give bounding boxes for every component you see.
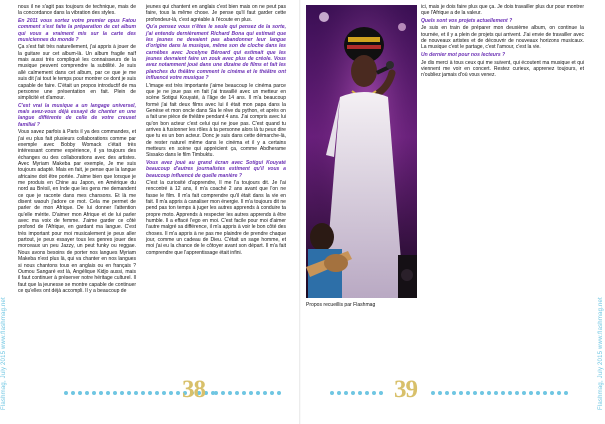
interview-question: Quels sont vos projets actuellement ? (421, 17, 513, 24)
right-column-under-photo (306, 302, 418, 310)
right-column (421, 4, 584, 80)
decorative-dots (330, 388, 383, 398)
interview-question: En 2011 vous sortez votre premier opus Fatou comment s'est faite la préparation de cet album qui vous a vraiment mis sur la carte des musiciennes du monde ? (18, 17, 136, 43)
decorative-dots (431, 388, 568, 398)
left-column-2 (146, 4, 286, 257)
page-number-left: 38 (182, 376, 205, 403)
interview-question: Un dernier mot pour nos lecteurs ? (421, 51, 506, 58)
left-column-1 (18, 4, 136, 295)
singer-photo-illustration (306, 5, 417, 298)
page-gutter (299, 0, 301, 424)
paragraph: Propos recueillis par Flashmag (306, 302, 376, 308)
paragraph: jeunes qui chantent en anglais c'est bien mais on ne peut pas faire, tous la même chose. Je pense qu'il faut garder cette profondeur-là, c'est agréable à l'écoute en plus. (146, 4, 286, 23)
concert-photo (306, 5, 417, 298)
paragraph: ici, mais je dois faire plus que ça. Je dois travailler plus dur pour montrer que l'Afrique a de la valeur. (421, 4, 584, 17)
paragraph: Vous savez parfois à Paris il ya des commandes, et j'ai eu plus fait plusieurs collaborations comme par exemple avec Bobby Womack c'était très intéressant comme expérience, il ya toujours des échanges ou des collaborations avec des artistes. Avec Myriam Makeba par exemple, Je me suis toujours adapté. Mais en fait, je pense que la langue africaine doit être portée. J'aime bien que lorsque je me produis en Chine au Japon, en Amérique du nord au Brésil, en Inde que les gens me demandent ce que je raconte dans mes chansons. Et là me disent waouh j'adore ce mot. Cela me permet de parler de mon Afrique. De lui donner l'attention qu'elle mérite. D'aimer mon Afrique et de lui parler avec ma voix de femme. J'aime garder ce côté profond de l'Afrique, en gardant ma langue. C'est très important pour moi musicalement je peux aller partout, je peux essayer tous les genres jouer des morceaux un peu Jazzy, un peut funky ou reggae. Nous avons besoins de porter nos langues Myriam Makeba n'est plus là, qui va chanter en nos langues si nous chantons tous en anglais ou en français ? Oumou Sangaré est là, Angélique Kidjo aussi, mais il faut continuer à préserver notre héritage culturel. Il faut que la jeunesse se montre capable de continuer ce qu'elles ont déjà accompli. Il y a beaucoup de (18, 129, 136, 294)
side-credit-left: Flashmag, July 2015 www.flashmag.net (1, 297, 7, 410)
decorative-dots (214, 388, 281, 398)
page-number-right: 39 (394, 376, 417, 403)
paragraph: Je suis en train de préparer mon deuxième album, on continue la tournée, et il y a plein de projets qui arrivent. J'ai envie de travailler avec de nouveaux artistes et de découvrir de nouveaux horizons musicaux. La musique c'est le partage, c'est l'amour, c'est la vie. (421, 25, 584, 51)
paragraph: Je dis merci à tous ceux qui me suivent, qui écoutent ma musique et qui viennent me voir en concert. Restez curieux, apprenez toujours, et n'oubliez jamais d'où vous venez. (421, 59, 584, 79)
paragraph: Ça s'est fait très naturellement, j'ai appris à jouer de la guitare sur cet album-là. Un album fragile naïf mais aussi très compliqué les connaisseurs de la musique peuvent comprendre la subtilité. Je suis allé calmement dans cet album, par ce que je me suis dit j'ai tout le temps pour montrer ce dont je suis capable de faire. C'était un propos introductif de ma personne une présentation en fait. Plein de simplicité et d'amour. (18, 44, 136, 102)
paragraph: nous il ne s'agit pas toujours de technique, mais de la concordance dans la vibration des styles. (18, 4, 136, 17)
paragraph: C'est la curiosité d'apprendre, Il me l'a toujours dit. Je l'ai rencontré à 12 ans, il m'a coaché 2 ans avant que l'on ne fasse le film. Il m'a fait comprendre qu'il était dans la vie en fait. Il m'a appris à canaliser mon énergie. Il m'a toujours dit ne pend pas ton temps à juger les autres apprends à conduire ta propre moto. Apprends à respecter les autres apprends à être humble. Il a effacé l'ego en moi. C'est facile pour moi d'aimer l'autre malgré sa différence, il m'a appris à voir le bon côté des choses. Il m'a appris à ne pas me plaindre de prendre chaque jour, comme un cadeau de Dieu. C'était un sage homme, et moi j'ai eu la chance de le côtoyer avant son départ. Il m'a fait comprendre que l'apprentissage était infini. (146, 180, 286, 256)
interview-question: Vous avez joué au grand écran avec Sotigui Kouyaté beaucoup d'autres journalistes estiment qu'il vous a beaucoup influencé de quelle manière ? (146, 159, 286, 179)
paragraph: L'image est très importante j'aime beaucoup le cinéma parce que je ne joue pas en fait j'ai travaillé avec un metteur en scène Sotigui Kouyaté, à l'âge de 14 ans. Il m'a beaucoup formé j'ai fait deux films avec lui il était mon papa dans la Genèse et mon oncle dans Sia le rêve du python, et après on a fait une pièce de théâtre pendant 4 ans. J'ai compris avec lui qu'on bon acteur c'est celui qui ne joue pas. C'est quand tu arrives à fusionner les rôles à ta personne alors là tu peux dire que tu es un bon acteur. Donc je suis dans cette démarche-là, de rester naturel même dans le cinéma et il y a certains metteurs en scène qui apprécient ça, comme Abdherame Sissako dans le film Timbuktu. (146, 82, 286, 159)
interview-question: Qu'a pensez vous n'êtes le seule qui pensez de la sorte, j'ai entendu dernièrement Richard Bona qui estimait que les jeunes ne devaient pas abandonner leur langue d'origine dans la musique, même son de cloche dans les carnèbes avec Jocelyne Béroard qui estimait que les jeunes devraient faire un zouk avec plus de créole. Vous avez notamment joué dans une dizaine de films et fait les planches du théâtre comment le cinéma et le théâtre ont influencé votre musique ? (146, 24, 286, 81)
side-credit-right: Flashmag, July 2015 www.flashmag.net (598, 297, 604, 410)
interview-question: C'est vrai la musique a un langage universel, mais avez-vous déjà essayé de chanter en une langue différente de celle de votre creuset familial ? (18, 102, 136, 128)
